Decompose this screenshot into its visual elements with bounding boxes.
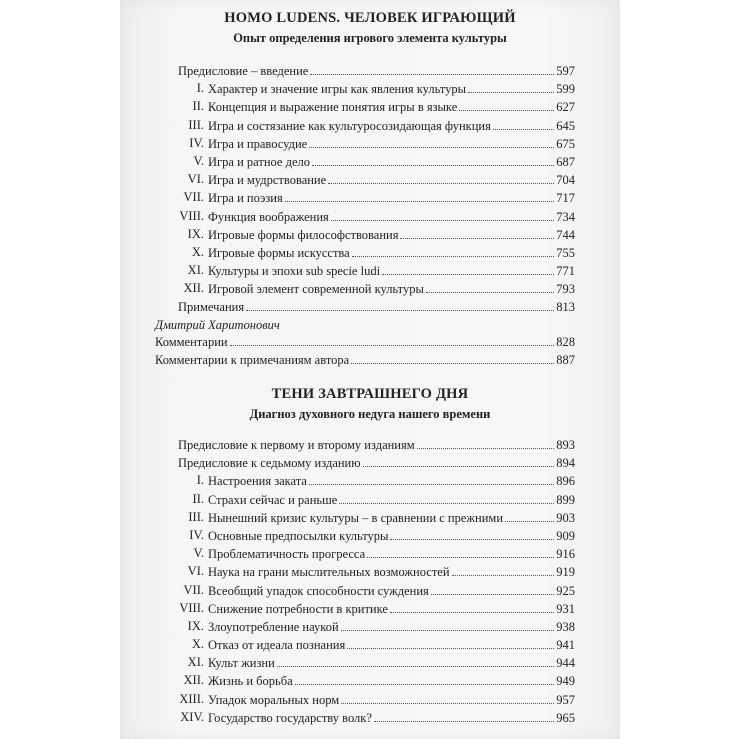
dot-leader bbox=[452, 562, 555, 576]
chapter-title: Злоупотребление наукой bbox=[208, 619, 339, 634]
chapter-number: X. bbox=[191, 637, 204, 652]
page-number: 599 bbox=[556, 82, 575, 97]
toc-entry[interactable] bbox=[120, 544, 620, 562]
chapter-title: Игра и ратное дело bbox=[208, 154, 310, 169]
dot-leader bbox=[328, 170, 554, 184]
toc-entry[interactable] bbox=[120, 471, 620, 489]
chapter-title: Проблематичность прогресса bbox=[208, 547, 366, 562]
chapter-number: II. bbox=[192, 99, 204, 114]
dot-leader bbox=[382, 261, 554, 275]
page-number: 627 bbox=[556, 100, 575, 115]
page-number: 903 bbox=[556, 510, 575, 525]
chapter-number: IV. bbox=[189, 135, 204, 150]
toc-entry[interactable] bbox=[120, 97, 620, 115]
toc-entry[interactable] bbox=[120, 690, 620, 708]
chapter-title: Предисловие – введение bbox=[178, 64, 309, 78]
page-number: 925 bbox=[556, 583, 575, 598]
toc-entry[interactable] bbox=[120, 508, 620, 526]
toc-entry[interactable] bbox=[120, 581, 620, 599]
page-number: 931 bbox=[556, 601, 575, 616]
chapter-title: Комментарии к примечаниям автора bbox=[155, 353, 350, 368]
page-number: 909 bbox=[556, 528, 575, 543]
chapter-number: III. bbox=[188, 117, 204, 132]
toc-entry[interactable] bbox=[120, 435, 620, 453]
dot-leader bbox=[285, 188, 555, 202]
chapter-number: VII. bbox=[183, 190, 204, 205]
chapter-number: III. bbox=[188, 509, 204, 524]
page-number: 675 bbox=[556, 136, 575, 151]
dot-leader bbox=[351, 350, 554, 364]
dot-leader bbox=[390, 599, 554, 613]
dot-leader bbox=[339, 490, 554, 504]
dot-leader bbox=[347, 635, 554, 649]
chapter-number: XIV. bbox=[180, 709, 204, 724]
chapter-title: Всеобщий упадок способности суждения bbox=[208, 583, 429, 598]
chapter-title: Настроения заката bbox=[208, 474, 307, 489]
page-number: 828 bbox=[556, 335, 575, 349]
page-number: 919 bbox=[556, 565, 575, 580]
section-subtitle: Опыт определения игрового элемента культуры bbox=[233, 31, 507, 45]
dot-leader bbox=[367, 544, 554, 558]
chapter-number: VII. bbox=[183, 582, 204, 597]
toc-entry[interactable] bbox=[120, 225, 620, 243]
toc-entry[interactable] bbox=[120, 671, 620, 689]
page-number: 645 bbox=[556, 118, 575, 133]
section-subtitle: Диагноз духовного недуга нашего времени bbox=[249, 407, 491, 421]
chapter-number: IX. bbox=[187, 226, 204, 241]
toc-entry[interactable] bbox=[120, 261, 620, 279]
chapter-number: VI. bbox=[187, 564, 204, 579]
chapter-title: Основные предпосылки культуры bbox=[208, 528, 389, 543]
chapter-number: V. bbox=[193, 546, 204, 561]
chapter-title: Государство государству волк? bbox=[208, 710, 372, 725]
page-number: 793 bbox=[556, 282, 575, 297]
page-number: 704 bbox=[556, 173, 575, 188]
chapter-title: Отказ от идеала познания bbox=[208, 638, 346, 653]
commentary-list bbox=[120, 332, 620, 368]
page-number: 734 bbox=[556, 209, 575, 224]
page-number: 771 bbox=[556, 264, 575, 279]
chapter-title: Упадок моральных норм bbox=[208, 692, 340, 707]
chapter-title: Культ жизни bbox=[208, 656, 275, 671]
page-number: 894 bbox=[556, 456, 575, 471]
chapter-number: I. bbox=[196, 473, 204, 488]
chapter-number: X. bbox=[191, 244, 204, 259]
toc-entry[interactable] bbox=[120, 279, 620, 297]
page-number: 899 bbox=[556, 492, 575, 507]
page-number: 813 bbox=[556, 300, 575, 315]
toc-entry[interactable] bbox=[120, 188, 620, 206]
dot-leader bbox=[341, 617, 555, 631]
toc-entry[interactable] bbox=[120, 526, 620, 544]
chapter-title: Игра и состязание как культуросозидающая функция bbox=[208, 118, 491, 133]
dot-leader bbox=[390, 526, 554, 540]
toc-list bbox=[120, 61, 620, 316]
dot-leader bbox=[230, 332, 555, 346]
dot-leader bbox=[352, 243, 555, 257]
toc-entry[interactable] bbox=[120, 350, 620, 368]
chapter-title: Концепция и выражение понятия игры в языке bbox=[208, 100, 458, 115]
toc-entry[interactable] bbox=[120, 61, 620, 79]
chapter-number: VIII. bbox=[179, 208, 204, 223]
dot-leader bbox=[363, 453, 555, 467]
dot-leader bbox=[374, 708, 554, 722]
toc-entry[interactable] bbox=[120, 635, 620, 653]
chapter-title: Предисловие к первому и второму изданиям bbox=[178, 438, 415, 452]
chapter-title: Снижение потребности в критике bbox=[208, 601, 388, 616]
chapter-number: VI. bbox=[187, 172, 204, 187]
dot-leader bbox=[312, 152, 554, 166]
page-number: 949 bbox=[556, 674, 575, 689]
section-title: HOMO LUDENS. ЧЕЛОВЕК ИГРАЮЩИЙ bbox=[224, 10, 516, 26]
chapter-number: XII. bbox=[183, 281, 204, 296]
chapter-title: Характер и значение игры как явления культуры bbox=[208, 82, 467, 97]
commentary-author: Дмитрий Харитонович bbox=[155, 318, 280, 332]
dot-leader bbox=[331, 207, 554, 221]
page-number: 944 bbox=[556, 656, 575, 671]
dot-leader bbox=[341, 690, 554, 704]
book-page bbox=[120, 0, 620, 739]
dot-leader bbox=[309, 471, 554, 485]
dot-leader bbox=[295, 671, 555, 685]
page-number: 893 bbox=[556, 438, 575, 452]
dot-leader bbox=[277, 653, 554, 667]
dot-leader bbox=[246, 297, 554, 311]
dot-leader bbox=[400, 225, 554, 239]
section-title: ТЕНИ ЗАВТРАШНЕГО ДНЯ bbox=[271, 386, 469, 402]
chapter-title: Культуры и эпохи sub specie ludi bbox=[208, 264, 381, 279]
dot-leader bbox=[431, 581, 554, 595]
page-number: 755 bbox=[556, 245, 575, 260]
dot-leader bbox=[459, 97, 554, 111]
chapter-number: II. bbox=[192, 491, 204, 506]
toc-entry[interactable] bbox=[120, 453, 620, 471]
page-number: 916 bbox=[556, 547, 575, 562]
toc-entry[interactable] bbox=[120, 297, 620, 315]
toc-entry[interactable] bbox=[120, 134, 620, 152]
toc-list bbox=[120, 435, 620, 726]
page-number: 938 bbox=[556, 619, 575, 634]
chapter-number: XIII. bbox=[179, 691, 204, 706]
toc-entry[interactable] bbox=[120, 617, 620, 635]
chapter-number: IX. bbox=[187, 618, 204, 633]
toc-entry[interactable] bbox=[120, 653, 620, 671]
chapter-number: VIII. bbox=[179, 600, 204, 615]
page-number: 941 bbox=[556, 638, 575, 653]
toc-entry[interactable] bbox=[120, 562, 620, 580]
toc-entry[interactable] bbox=[120, 170, 620, 188]
chapter-title: Игра и поэзия bbox=[208, 191, 283, 206]
toc-entry[interactable] bbox=[120, 207, 620, 225]
toc-entry[interactable] bbox=[120, 152, 620, 170]
toc-entry[interactable] bbox=[120, 708, 620, 726]
dot-leader bbox=[309, 134, 554, 148]
toc-entry[interactable] bbox=[120, 243, 620, 261]
chapter-title: Нынешний кризис культуры – в сравнении с прежними bbox=[208, 510, 504, 525]
chapter-number: V. bbox=[193, 153, 204, 168]
chapter-number: XII. bbox=[183, 673, 204, 688]
chapter-title: Комментарии bbox=[155, 335, 228, 349]
page-number: 717 bbox=[556, 191, 575, 206]
page-number: 957 bbox=[556, 692, 575, 707]
chapter-title: Игровые формы философствования bbox=[208, 227, 399, 242]
page-number: 687 bbox=[556, 154, 575, 169]
toc-entry[interactable] bbox=[120, 599, 620, 617]
page-number: 597 bbox=[556, 64, 575, 78]
chapter-number: XI. bbox=[187, 655, 204, 670]
toc-entry[interactable] bbox=[120, 332, 620, 350]
page-number: 744 bbox=[556, 227, 575, 242]
chapter-title: Игровые формы искусства bbox=[208, 245, 350, 260]
toc-entry[interactable] bbox=[120, 116, 620, 134]
page-number: 887 bbox=[556, 353, 575, 368]
chapter-title: Наука на грани мыслительных возможностей bbox=[208, 565, 450, 580]
dot-leader bbox=[468, 79, 554, 93]
chapter-title: Примечания bbox=[178, 300, 245, 315]
page-number: 896 bbox=[556, 474, 575, 489]
dot-leader bbox=[310, 61, 554, 75]
chapter-title: Страхи сейчас и раньше bbox=[208, 492, 338, 507]
chapter-title: Жизнь и борьба bbox=[208, 674, 293, 689]
toc-entry[interactable] bbox=[120, 79, 620, 97]
chapter-title: Игра и мудрствование bbox=[208, 173, 327, 188]
page-number: 965 bbox=[556, 710, 575, 725]
chapter-title: Предисловие к седьмому изданию bbox=[178, 456, 361, 471]
dot-leader bbox=[493, 116, 554, 130]
dot-leader bbox=[417, 435, 555, 449]
chapter-title: Игра и правосудие bbox=[208, 136, 308, 151]
dot-leader bbox=[426, 279, 554, 293]
chapter-title: Функция воображения bbox=[208, 209, 329, 224]
chapter-number: I. bbox=[196, 81, 204, 96]
chapter-number: XI. bbox=[187, 263, 204, 278]
dot-leader bbox=[505, 508, 554, 522]
toc-entry[interactable] bbox=[120, 490, 620, 508]
chapter-number: IV. bbox=[189, 527, 204, 542]
chapter-title: Игровой элемент современной культуры bbox=[208, 282, 424, 297]
